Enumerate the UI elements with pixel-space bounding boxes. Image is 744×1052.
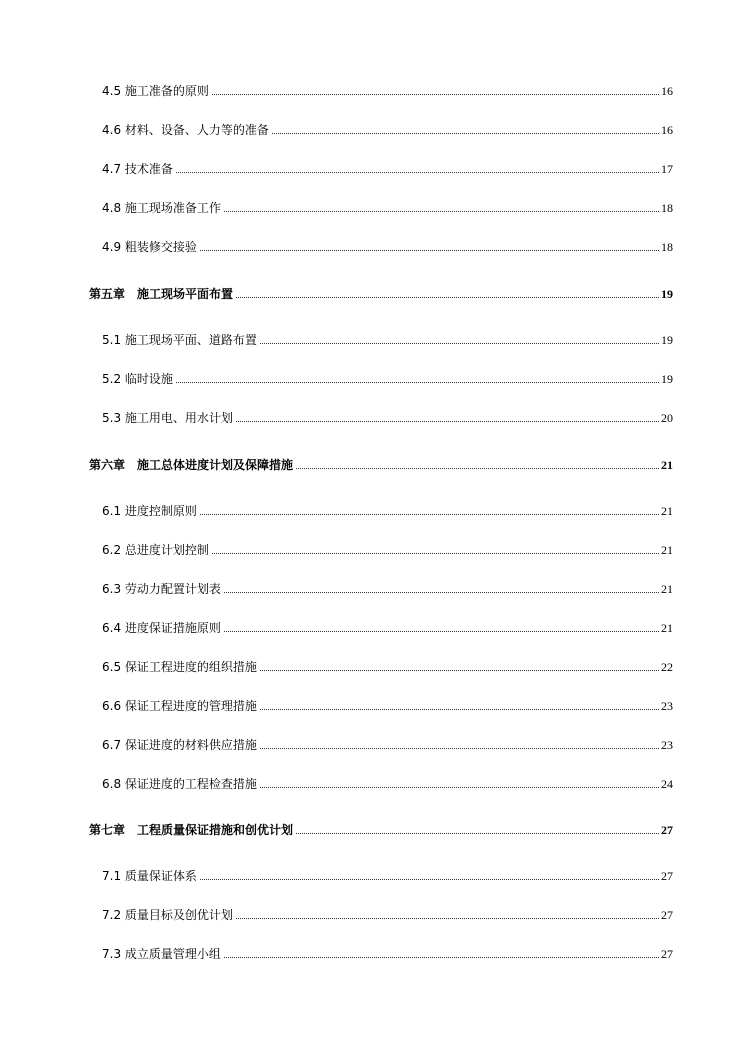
dot-leader <box>260 747 659 749</box>
toc-entry[interactable] <box>102 411 673 425</box>
toc-entry[interactable] <box>102 201 673 215</box>
toc-entry-title: 7.1 质量保证体系 <box>102 869 197 883</box>
toc-chapter-title: 第五章 施工现场平面布置 <box>89 287 234 301</box>
toc-chapter-entry[interactable] <box>89 458 673 472</box>
toc-entry-title: 6.7 保证进度的材料供应措施 <box>102 738 257 752</box>
toc-entry[interactable] <box>102 947 673 961</box>
toc-entry-title: 6.3 劳动力配置计划表 <box>102 582 221 596</box>
toc-chapter-title: 第六章 施工总体进度计划及保障措施 <box>89 458 294 472</box>
dot-leader <box>200 878 659 880</box>
toc-entry-page: 20 <box>661 411 673 425</box>
toc-entry-page: 21 <box>661 621 673 635</box>
toc-entry-title: 6.4 进度保证措施原则 <box>102 621 221 635</box>
toc-chapter-page: 27 <box>661 823 673 837</box>
toc-entry[interactable] <box>102 582 673 596</box>
toc-entry[interactable] <box>102 660 673 674</box>
toc-entry-page: 19 <box>661 372 673 386</box>
dot-leader <box>212 552 659 554</box>
toc-entry-page: 23 <box>661 738 673 752</box>
toc-chapter-page: 19 <box>661 287 673 301</box>
toc-entry-page: 27 <box>661 947 673 961</box>
toc-entry-title: 6.2 总进度计划控制 <box>102 543 209 557</box>
toc-entry[interactable] <box>102 240 673 254</box>
dot-leader <box>236 296 659 298</box>
toc-entry-title: 5.3 施工用电、用水计划 <box>102 411 233 425</box>
toc-entry[interactable] <box>102 372 673 386</box>
toc-entry[interactable] <box>102 333 673 347</box>
toc-chapter-entry[interactable] <box>89 823 673 837</box>
dot-leader <box>176 381 659 383</box>
toc-entry[interactable] <box>102 621 673 635</box>
toc-entry-title: 6.8 保证进度的工程检查措施 <box>102 777 257 791</box>
toc-entry-page: 17 <box>661 162 673 176</box>
toc-entry-title: 5.1 施工现场平面、道路布置 <box>102 333 257 347</box>
dot-leader <box>260 708 659 710</box>
toc-entry-title: 4.6 材料、设备、人力等的准备 <box>102 123 269 137</box>
toc-entry[interactable] <box>102 738 673 752</box>
toc-entry-title: 6.6 保证工程进度的管理措施 <box>102 699 257 713</box>
toc-entry[interactable] <box>102 84 673 98</box>
toc-entry-page: 19 <box>661 333 673 347</box>
toc-entry[interactable] <box>102 777 673 791</box>
toc-entry-page: 21 <box>661 582 673 596</box>
dot-leader <box>236 917 659 919</box>
toc-entry-page: 16 <box>661 84 673 98</box>
toc-entry[interactable] <box>102 123 673 137</box>
dot-leader <box>260 786 659 788</box>
toc-entry-page: 27 <box>661 908 673 922</box>
toc-entry-title: 7.3 成立质量管理小组 <box>102 947 221 961</box>
toc-entry-page: 21 <box>661 504 673 518</box>
toc-entry-page: 22 <box>661 660 673 674</box>
dot-leader <box>224 210 659 212</box>
toc-entry-title: 5.2 临时设施 <box>102 372 173 386</box>
dot-leader <box>272 132 659 134</box>
dot-leader <box>296 832 659 834</box>
toc-chapter-entry[interactable] <box>89 287 673 301</box>
toc-entry-page: 16 <box>661 123 673 137</box>
toc-entry-page: 27 <box>661 869 673 883</box>
toc-entry-title: 4.5 施工准备的原则 <box>102 84 209 98</box>
dot-leader <box>260 669 659 671</box>
dot-leader <box>224 630 659 632</box>
toc-entry[interactable] <box>102 908 673 922</box>
dot-leader <box>176 171 659 173</box>
toc-entry[interactable] <box>102 543 673 557</box>
dot-leader <box>200 249 659 251</box>
dot-leader <box>296 467 659 469</box>
dot-leader <box>224 591 659 593</box>
toc-entry[interactable] <box>102 699 673 713</box>
toc-entry-page: 18 <box>661 201 673 215</box>
dot-leader <box>260 342 659 344</box>
toc-entry[interactable] <box>102 162 673 176</box>
toc-entry[interactable] <box>102 869 673 883</box>
toc-entry-title: 4.7 技术准备 <box>102 162 173 176</box>
dot-leader <box>212 93 659 95</box>
toc-entry-title: 4.8 施工现场准备工作 <box>102 201 221 215</box>
dot-leader <box>236 420 659 422</box>
toc-chapter-page: 21 <box>661 458 673 472</box>
toc-entry-page: 24 <box>661 777 673 791</box>
toc-entry-page: 23 <box>661 699 673 713</box>
toc-entry-title: 6.5 保证工程进度的组织措施 <box>102 660 257 674</box>
dot-leader <box>200 513 659 515</box>
toc-entry-title: 4.9 粗装修交接验 <box>102 240 197 254</box>
toc-entry-page: 21 <box>661 543 673 557</box>
dot-leader <box>224 956 659 958</box>
toc-entry-title: 7.2 质量目标及创优计划 <box>102 908 233 922</box>
toc-chapter-title: 第七章 工程质量保证措施和创优计划 <box>89 823 294 837</box>
toc-entry-page: 18 <box>661 240 673 254</box>
toc-entry[interactable] <box>102 504 673 518</box>
toc-entry-title: 6.1 进度控制原则 <box>102 504 197 518</box>
